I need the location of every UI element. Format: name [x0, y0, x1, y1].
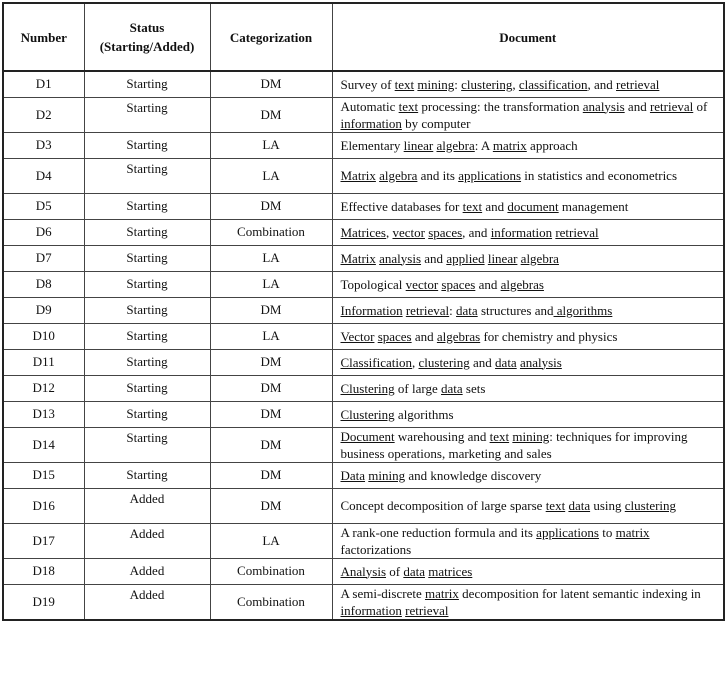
- title-text: approach: [526, 137, 578, 153]
- keyword-term: document: [507, 198, 559, 214]
- title-text: ,: [412, 354, 419, 370]
- table-row: [3, 158, 724, 193]
- document-number: D5: [3, 193, 84, 219]
- document-number: D13: [3, 401, 84, 427]
- document-number: D11: [3, 349, 84, 375]
- document-status: Added: [84, 558, 210, 584]
- document-title: [332, 584, 724, 620]
- table-row: [3, 375, 724, 401]
- document-category: LA: [210, 158, 332, 193]
- title-text: ,: [385, 224, 393, 240]
- document-title: [332, 297, 724, 323]
- title-text: sets: [462, 380, 486, 396]
- keyword-term: clustering: [624, 498, 677, 513]
- keyword-term: retrieval: [405, 302, 450, 318]
- title-text: Effective databases for: [340, 198, 463, 214]
- title-text: and: [411, 328, 437, 344]
- title-text: Topological: [340, 276, 406, 292]
- keyword-term: Information: [340, 302, 403, 318]
- keyword-term: Classification: [340, 354, 412, 370]
- document-category: DM: [210, 427, 332, 462]
- keyword-term: matrices: [428, 563, 473, 579]
- keyword-term: data: [495, 354, 517, 370]
- title-text: :: [449, 302, 457, 318]
- document-status: Starting: [84, 271, 210, 297]
- keyword-term: linear: [487, 250, 518, 266]
- document-title: [332, 245, 724, 271]
- title-text: and: [624, 98, 650, 114]
- document-category: DM: [210, 349, 332, 375]
- document-number: D6: [3, 219, 84, 245]
- document-number: D18: [3, 558, 84, 584]
- document-category: DM: [210, 375, 332, 401]
- title-text: decomposition for latent semantic indexing in: [458, 585, 701, 601]
- document-number: D19: [3, 584, 84, 620]
- document-number: D16: [3, 488, 84, 523]
- title-text: by computer: [401, 115, 471, 131]
- document-title: [332, 193, 724, 219]
- keyword-term: vector: [405, 276, 439, 292]
- keyword-term: algorithms: [553, 302, 613, 318]
- title-text: Survey of: [340, 76, 395, 92]
- document-status: Starting: [84, 158, 210, 193]
- keyword-term: retrieval: [616, 76, 660, 92]
- keyword-term: text: [545, 498, 566, 513]
- keyword-term: algebra: [379, 168, 418, 183]
- title-text: , and: [587, 76, 617, 92]
- keyword-term: Clustering: [340, 380, 395, 396]
- keyword-term: spaces: [428, 224, 463, 240]
- document-status: Starting: [84, 297, 210, 323]
- title-text: Automatic: [340, 98, 399, 114]
- keyword-term: text: [462, 198, 483, 214]
- keyword-term: data: [403, 563, 425, 579]
- keyword-term: applied: [446, 250, 485, 266]
- keyword-term: applications: [458, 168, 522, 183]
- keyword-term: clustering: [461, 76, 513, 92]
- document-title: [332, 427, 724, 462]
- keyword-term: information: [490, 224, 553, 240]
- document-title: [332, 523, 724, 558]
- keyword-term: Matrices: [340, 224, 386, 240]
- documents-table: [2, 2, 725, 621]
- document-status: Starting: [84, 349, 210, 375]
- document-title: [332, 462, 724, 488]
- document-status: Starting: [84, 323, 210, 349]
- title-text: and: [469, 354, 496, 370]
- document-category: LA: [210, 523, 332, 558]
- keyword-term: Document: [340, 428, 395, 444]
- keyword-term: algebra: [520, 250, 559, 266]
- title-text: for chemistry and physics: [480, 328, 618, 344]
- keyword-term: Matrix: [340, 168, 376, 183]
- title-text: of: [693, 98, 708, 114]
- title-text: factorizations: [340, 541, 412, 557]
- keyword-term: matrix: [492, 137, 527, 153]
- header-number: Number: [3, 3, 84, 71]
- document-category: LA: [210, 245, 332, 271]
- document-title: [332, 401, 724, 427]
- keyword-term: clustering: [418, 354, 470, 370]
- document-number: D12: [3, 375, 84, 401]
- document-category: DM: [210, 97, 332, 132]
- keyword-term: retrieval: [405, 602, 449, 618]
- title-text: processing: the transformation: [418, 98, 583, 114]
- document-category: DM: [210, 488, 332, 523]
- keyword-term: analysis: [582, 98, 625, 114]
- title-text: and: [421, 250, 447, 266]
- title-text: in statistics and econometrics: [521, 168, 678, 183]
- table-row: [3, 297, 724, 323]
- title-text: : A: [474, 137, 493, 153]
- document-category: LA: [210, 132, 332, 158]
- document-title: [332, 219, 724, 245]
- title-text: of: [386, 563, 404, 579]
- document-status: Added: [84, 523, 210, 558]
- document-category: DM: [210, 401, 332, 427]
- title-text: management: [558, 198, 629, 214]
- keyword-term: applications: [536, 524, 599, 540]
- keyword-term: data: [456, 302, 478, 318]
- keyword-term: classification: [518, 76, 588, 92]
- document-title: [332, 71, 724, 97]
- table-row: [3, 462, 724, 488]
- header-status-subtitle: (Starting/Added): [99, 39, 195, 54]
- document-number: D14: [3, 427, 84, 462]
- document-number: D7: [3, 245, 84, 271]
- header-categorization: Categorization: [210, 3, 332, 71]
- document-title: [332, 488, 724, 523]
- document-number: D1: [3, 71, 84, 97]
- table-row: [3, 584, 724, 620]
- document-category: LA: [210, 323, 332, 349]
- document-status: Added: [84, 584, 210, 620]
- table-row: [3, 323, 724, 349]
- document-number: D17: [3, 523, 84, 558]
- title-text: and: [475, 276, 501, 292]
- table-body: [3, 71, 724, 620]
- document-category: DM: [210, 71, 332, 97]
- keyword-term: mining: [368, 467, 406, 483]
- document-status: Starting: [84, 401, 210, 427]
- document-number: D9: [3, 297, 84, 323]
- keyword-term: spaces: [377, 328, 412, 344]
- title-text: : techniques for improving business operations, marketing and sales: [340, 428, 688, 461]
- keyword-term: data: [568, 498, 591, 513]
- table-row: [3, 401, 724, 427]
- keyword-term: Data: [340, 467, 366, 483]
- document-title: [332, 323, 724, 349]
- title-text: :: [454, 76, 462, 92]
- title-text: and knowledge discovery: [405, 467, 542, 483]
- table-row: [3, 558, 724, 584]
- keyword-term: text: [398, 98, 419, 114]
- document-status: Starting: [84, 427, 210, 462]
- table-row: [3, 97, 724, 132]
- keyword-term: Matrix: [340, 250, 376, 266]
- title-text: warehousing and: [394, 428, 490, 444]
- document-category: Combination: [210, 558, 332, 584]
- document-category: DM: [210, 462, 332, 488]
- title-text: to: [599, 524, 616, 540]
- table-row: [3, 219, 724, 245]
- title-text: ,: [512, 76, 519, 92]
- keyword-term: spaces: [441, 276, 476, 292]
- table-row: [3, 523, 724, 558]
- keyword-term: Vector: [340, 328, 375, 344]
- title-text: algorithms: [394, 406, 454, 422]
- title-text: Elementary: [340, 137, 404, 153]
- document-title: [332, 132, 724, 158]
- keyword-term: matrix: [615, 524, 650, 540]
- title-text: and its: [417, 168, 459, 183]
- header-status: [84, 3, 210, 71]
- document-status: Starting: [84, 245, 210, 271]
- document-category: Combination: [210, 584, 332, 620]
- title-text: of large: [394, 380, 441, 396]
- keyword-term: Clustering: [340, 406, 395, 422]
- title-text: structures and: [477, 302, 554, 318]
- document-status: Starting: [84, 71, 210, 97]
- header-row: [3, 3, 724, 71]
- title-text: Concept decomposition of large sparse: [340, 498, 546, 513]
- keyword-term: analysis: [379, 250, 422, 266]
- document-title: [332, 271, 724, 297]
- document-number: D4: [3, 158, 84, 193]
- keyword-term: text: [394, 76, 415, 92]
- keyword-term: analysis: [519, 354, 562, 370]
- title-text: using: [590, 498, 625, 513]
- table-row: [3, 193, 724, 219]
- keyword-term: text: [489, 428, 510, 444]
- document-title: [332, 97, 724, 132]
- header-status-title: Status: [129, 20, 165, 35]
- keyword-term: vector: [392, 224, 425, 240]
- document-status: Starting: [84, 132, 210, 158]
- header-document: Document: [332, 3, 724, 71]
- document-title: [332, 349, 724, 375]
- keyword-term: data: [441, 380, 463, 396]
- title-text: and: [482, 198, 508, 214]
- keyword-term: mining: [417, 76, 455, 92]
- keyword-term: matrix: [424, 585, 459, 601]
- table-row: [3, 245, 724, 271]
- document-number: D10: [3, 323, 84, 349]
- table-row: [3, 132, 724, 158]
- document-status: Starting: [84, 219, 210, 245]
- keyword-term: algebras: [500, 276, 544, 292]
- table-row: [3, 488, 724, 523]
- table-row: [3, 349, 724, 375]
- document-category: Combination: [210, 219, 332, 245]
- keyword-term: retrieval: [649, 98, 694, 114]
- document-category: DM: [210, 193, 332, 219]
- document-status: Starting: [84, 193, 210, 219]
- table-row: [3, 271, 724, 297]
- keyword-term: algebras: [436, 328, 481, 344]
- title-text: A rank-one reduction formula and its: [340, 524, 537, 540]
- document-title: [332, 375, 724, 401]
- table-row: [3, 427, 724, 462]
- document-number: D8: [3, 271, 84, 297]
- document-title: [332, 558, 724, 584]
- document-status: Starting: [84, 375, 210, 401]
- document-status: Added: [84, 488, 210, 523]
- document-category: LA: [210, 271, 332, 297]
- keyword-term: algebra: [436, 137, 475, 153]
- document-category: DM: [210, 297, 332, 323]
- table-row: [3, 71, 724, 97]
- document-status: Starting: [84, 97, 210, 132]
- keyword-term: retrieval: [555, 224, 599, 240]
- title-text: A semi-discrete: [340, 585, 425, 601]
- document-number: D15: [3, 462, 84, 488]
- document-status: Starting: [84, 462, 210, 488]
- document-number: D2: [3, 97, 84, 132]
- keyword-term: linear: [403, 137, 434, 153]
- keyword-term: information: [340, 602, 402, 618]
- document-number: D3: [3, 132, 84, 158]
- title-text: , and: [462, 224, 491, 240]
- document-title: [332, 158, 724, 193]
- keyword-term: information: [340, 115, 402, 131]
- keyword-term: Analysis: [340, 563, 386, 579]
- keyword-term: mining: [512, 428, 550, 444]
